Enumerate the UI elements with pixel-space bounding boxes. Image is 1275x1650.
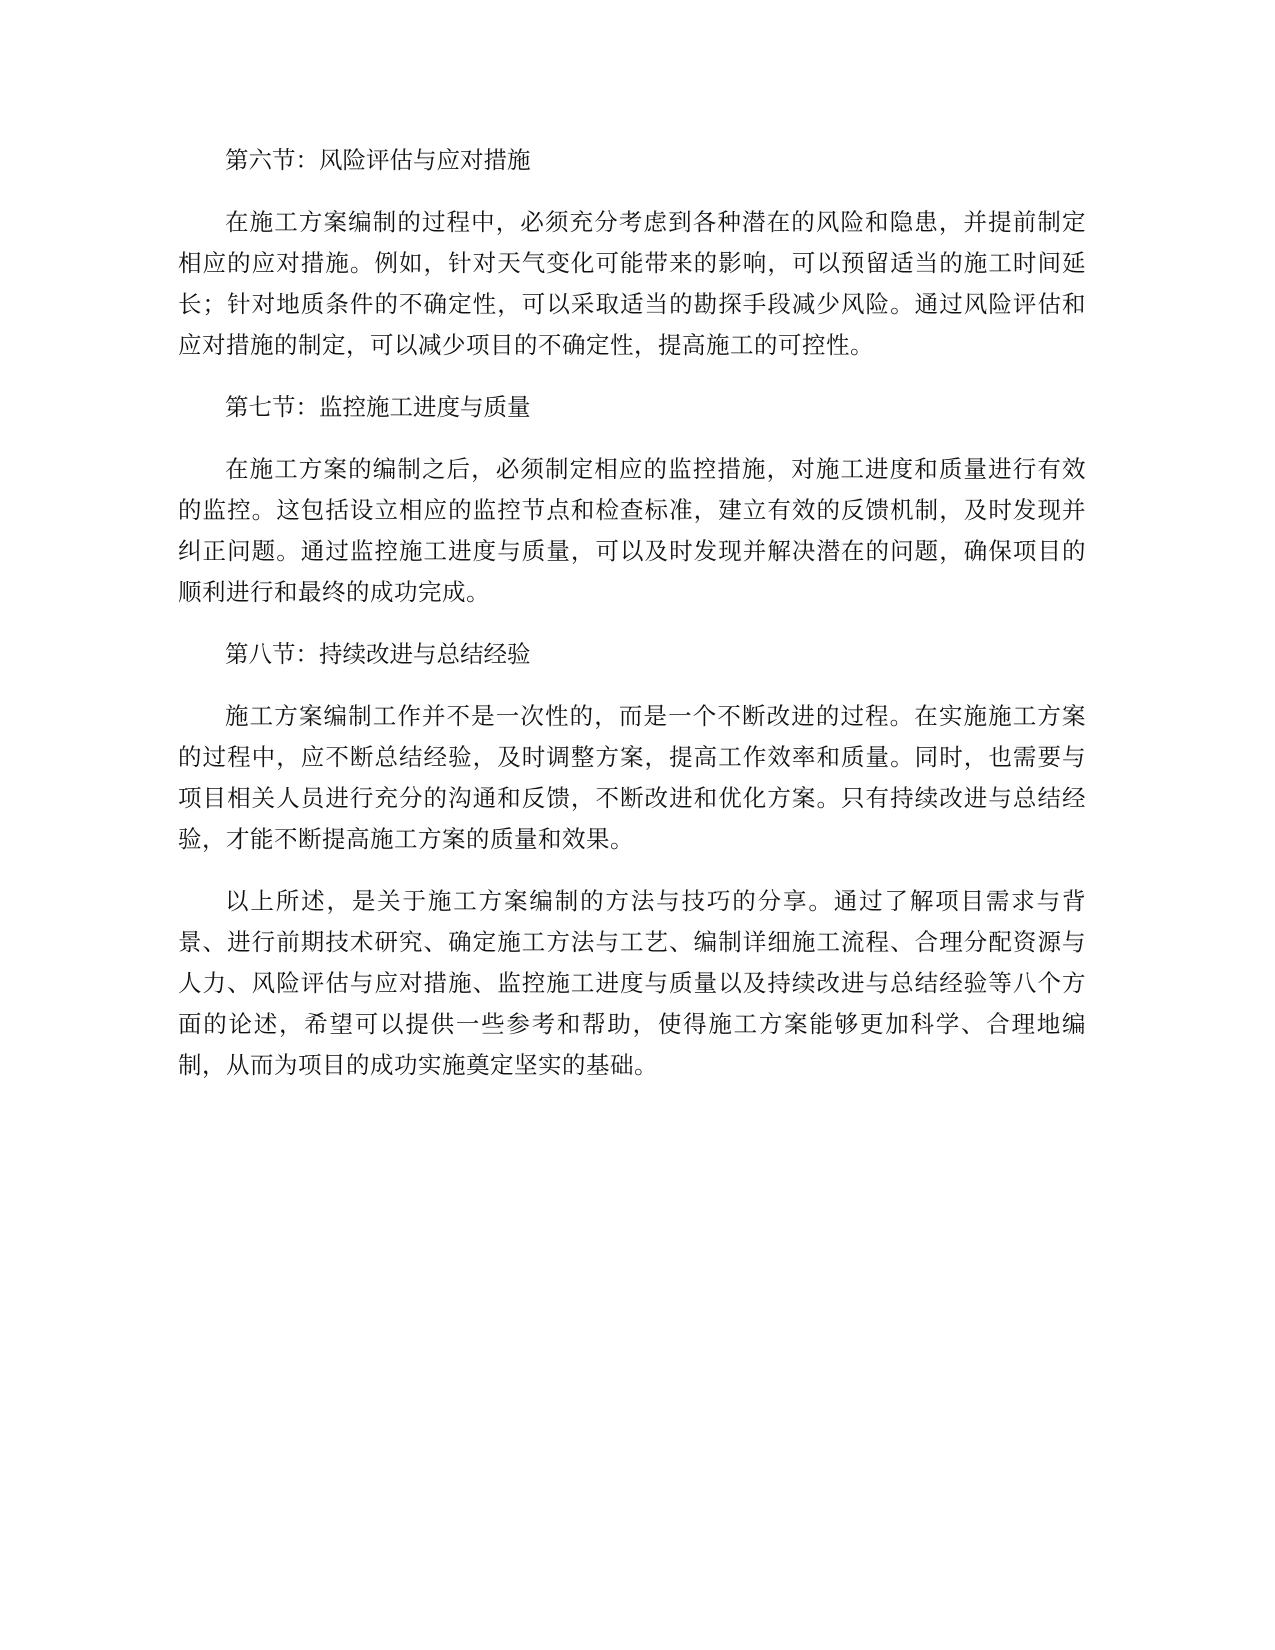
section-8-body: 施工方案编制工作并不是一次性的，而是一个不断改进的过程。在实施施工方案的过程中，应不断总结经验，及时调整方案，提高工作效率和质量。同时，也需要与项目相关人员进行充分的沟通和反馈，不断改进和优化方案。只有持续改进与总结经验，才能不断提高施工方案的质量和效果。: [178, 702, 1086, 853]
section-8-heading: 第八节：持续改进与总结经验: [225, 640, 531, 668]
conclusion-paragraph: 以上所述，是关于施工方案编制的方法与技巧的分享。通过了解项目需求与背景、进行前期技术研究、确定施工方法与工艺、编制详细施工流程、合理分配资源与人力、风险评估与应对措施、监控施工进度与质量以及持续改进与总结经验等八个方面的论述，希望可以提供一些参考和帮助，使得施工方案能够更加科学、合理地编制，从而为项目的成功实施奠定坚实的基础。: [178, 887, 1086, 1079]
section-6-body: 在施工方案编制的过程中，必须充分考虑到各种潜在的风险和隐患，并提前制定相应的应对措施。例如，针对天气变化可能带来的影响，可以预留适当的施工时间延长；针对地质条件的不确定性，可以采取适当的勘探手段减少风险。通过风险评估和应对措施的制定，可以减少项目的不确定性，提高施工的可控性。: [178, 208, 1086, 359]
section-7-body: 在施工方案的编制之后，必须制定相应的监控措施，对施工进度和质量进行有效的监控。这包括设立相应的监控节点和检查标准，建立有效的反馈机制，及时发现并纠正问题。通过监控施工进度与质量，可以及时发现并解决潜在的问题，确保项目的顺利进行和最终的成功完成。: [178, 455, 1086, 606]
section-6-heading: 第六节：风险评估与应对措施: [225, 146, 531, 174]
section-7-heading: 第七节：监控施工进度与质量: [225, 393, 531, 421]
document-content: [178, 140, 1086, 1107]
